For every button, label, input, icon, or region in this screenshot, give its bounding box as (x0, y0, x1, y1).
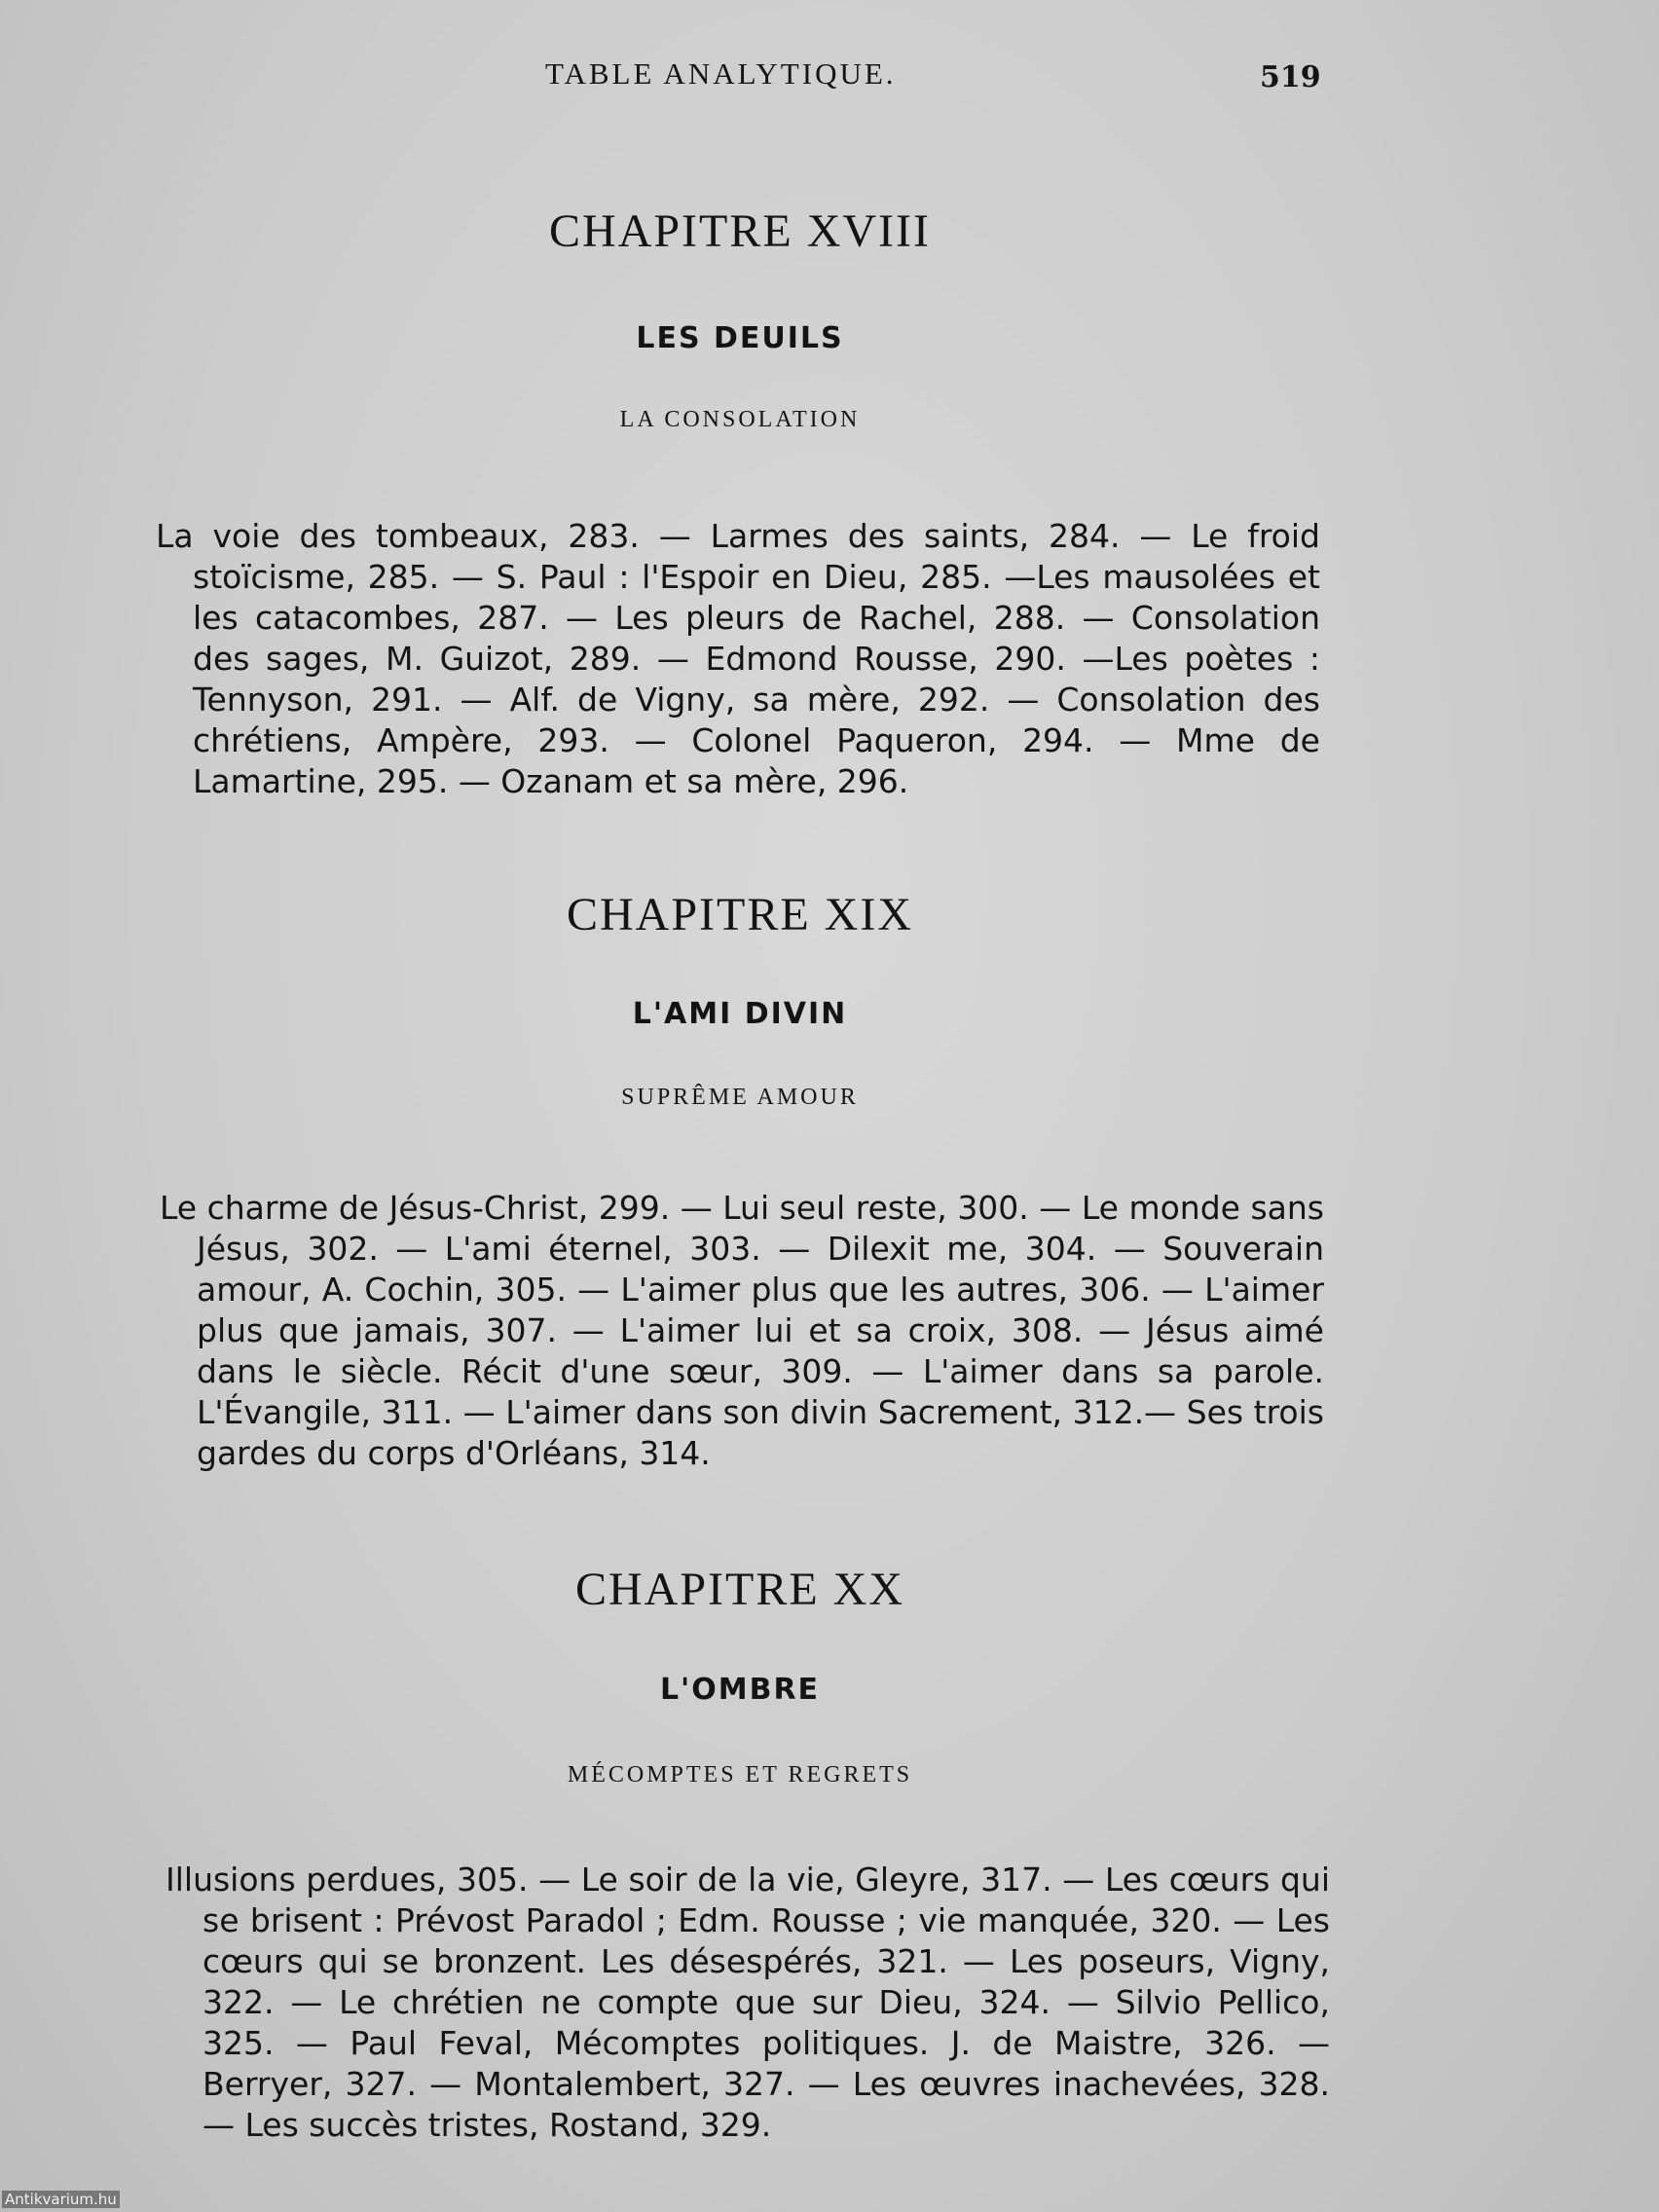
watermark: Antikvarium.hu (2, 2191, 120, 2208)
chapter-summary-text: Le charme de Jésus-Christ, 299. — Lui seul reste, 300. — Le monde sans Jésus, 302. — L'ami éternel, 303. — Dilexit me, 304. — Souverain amour, A. Cochin, 305. — L'aimer plus que les autres, 306. — L'aimer plus que jamais, 307. — L'aimer lui et sa croix, 308. — Jésus aimé dans le siècle. Récit d'une sœur, 309. — L'aimer dans sa parole. L'Évangile, 311. — L'aimer dans son divin Sacrement, 312.— Ses trois gardes du corps d'Orléans, 314. (160, 1189, 1324, 1472)
chapter-summary-text: La voie des tombeaux, 283. — Larmes des saints, 284. — Le froid stoïcisme, 285. — S. Paul : l'Espoir en Dieu, 285. —Les mausolées et les catacombes, 287. — Les pleurs de Rachel, 288. — Consolation des sages, M. Guizot, 289. — Edmond Rousse, 290. —Les poètes : Tennyson, 291. — Alf. de Vigny, sa mère, 292. — Consolation des chrétiens, Ampère, 293. — Colonel Paqueron, 294. — Mme de Lamartine, 295. — Ozanam et sa mère, 296. (156, 517, 1320, 800)
page-number: 519 (1260, 60, 1321, 94)
running-title: TABLE ANALYTIQUE. (545, 56, 897, 91)
chapter-summary (160, 1188, 1324, 1474)
chapter-title: LES DEUILS (636, 321, 844, 355)
chapter-summary (156, 516, 1320, 802)
chapter-heading: CHAPITRE XVIII (549, 205, 931, 257)
chapter-theme: SUPRÊME AMOUR (621, 1085, 859, 1110)
chapter-heading: CHAPITRE XIX (567, 889, 913, 940)
chapter-summary-text: Illusions perdues, 305. — Le soir de la vie, Gleyre, 317. — Les cœurs qui se brisent : Prévost Paradol ; Edm. Rousse ; vie manquée, 320. — Les cœurs qui se bronzent. Les désespérés, 321. — Les poseurs, Vigny, 322. — Le chrétien ne compte que sur Dieu, 324. — Silvio Pellico, 325. — Paul Feval, Mécomptes politiques. J. de Maistre, 326. — Berryer, 327. — Montalembert, 327. — Les œuvres inachevées, 328. — Les succès tristes, Rostand, 329. (166, 1861, 1330, 2144)
chapter-title: L'AMI DIVIN (632, 997, 848, 1031)
chapter-summary (166, 1860, 1330, 2146)
chapter-theme: MÉCOMPTES ET REGRETS (567, 1762, 913, 1788)
chapter-heading: CHAPITRE XX (574, 1564, 904, 1615)
chapter-theme: LA CONSOLATION (619, 407, 861, 432)
chapter-title: L'OMBRE (659, 1673, 821, 1707)
